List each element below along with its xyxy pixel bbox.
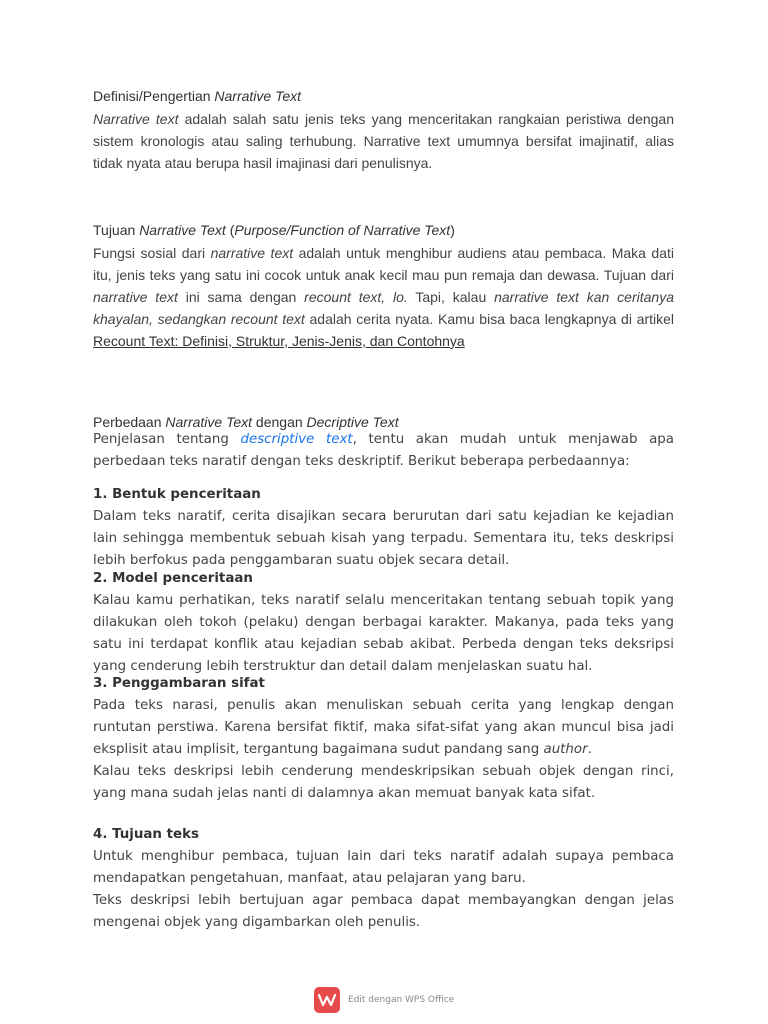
section-definition-title: Definisi/Pengertian Narrative Text	[93, 88, 302, 104]
wps-logo-icon	[314, 987, 340, 1013]
point-3-body-a: Pada teks narasi, penulis akan menuliskan sebuah cerita yang lengkap dengan runtutan perstiwa. Karena bersifat fiktif, maka sifat-sifat yang akan muncul bisa jadi eksplisit atau implisit, tergantung bagaimana sudut pandang sang author.	[93, 698, 674, 757]
point-2-heading: 2. Model penceritaan	[93, 571, 253, 586]
point-2-body: Kalau kamu perhatikan, teks naratif selalu menceritakan tentang sebuah topik yang dilakukan oleh tokoh (pelaku) dengan berbagai karakter. Makanya, pada teks yang satu ini terdapat konflik atau kejadian sebab akibat. Perbeda dengan teks deksripsi yang cenderung lebih terstruktur dan detail dalam menjelaskan suatu hal.	[93, 593, 674, 674]
point-1-heading: 1. Bentuk penceritaan	[93, 487, 261, 502]
point-4-body-b: Teks deskripsi lebih bertujuan agar pembaca dapat membayangkan dengan jelas mengenai objek yang digambarkan oleh penulis.	[93, 893, 674, 930]
point-3-body-b: Kalau teks deskripsi lebih cenderung mendeskripsikan sebuah objek dengan rinci, yang mana sudah jelas nanti di dalamnya akan memuat banyak kata sifat.	[93, 764, 674, 801]
point-3-heading: 3. Penggambaran sifat	[93, 676, 265, 691]
wps-edit-label[interactable]: Edit dengan WPS Office	[348, 995, 455, 1005]
point-1-body: Dalam teks naratif, cerita disajikan secara berurutan dari satu kejadian ke kejadian lain sehingga membentuk sebuah kisah yang terpadu. Sementara itu, teks deskripsi lebih berfokus pada penggambaran suatu objek secara detail.	[93, 509, 674, 568]
section-definition-body: Narrative text adalah salah satu jenis teks yang menceritakan rangkaian peristiwa dengan sistem kronologis atau saling terhubung. Narrative text umumnya bersifat imajinatif, alias tidak nyata atau berupa hasil imajinasi dari penulisnya.	[93, 111, 674, 171]
recount-text-link[interactable]: Recount Text: Definisi, Struktur, Jenis-Jenis, dan Contohnya	[93, 333, 465, 349]
point-4-body-a: Untuk menghibur pembaca, tujuan lain dari teks naratif adalah supaya pembaca mendapatkan pengetahuan, manfaat, atau pelajaran yang baru.	[93, 849, 674, 886]
section-purpose-body: Fungsi sosial dari narrative text adalah untuk menghibur audiens atau pembaca. Maka dati itu, jenis teks yang satu ini cocok untuk anak kecil mau pun remaja dan dewasa. Tujuan dari narrative text ini sama dengan recount text, lo. Tapi, kalau narrative text kan ceritanya khayalan, sedangkan recount text adalah cerita nyata. Kamu bisa baca lengkapnya di artikel Recount Text: Definisi, Struktur, Jenis-Jenis, dan Contohnya	[93, 245, 675, 349]
section-difference-intro: Penjelasan tentang descriptive text, tentu akan mudah untuk menjawab apa perbedaan teks naratif dengan teks deskriptif. Berikut beberapa perbedaannya:	[93, 432, 674, 469]
wps-w-glyph	[318, 993, 336, 1007]
section-purpose-title: Tujuan Narrative Text (Purpose/Function of Narrative Text)	[93, 222, 455, 238]
section-difference-title: Perbedaan Narrative Text dengan Decriptive Text	[93, 414, 399, 430]
point-4-heading: 4. Tujuan teks	[93, 827, 199, 842]
descriptive-text-link[interactable]: descriptive text	[240, 432, 353, 447]
wps-edit-badge[interactable]	[314, 987, 454, 1013]
